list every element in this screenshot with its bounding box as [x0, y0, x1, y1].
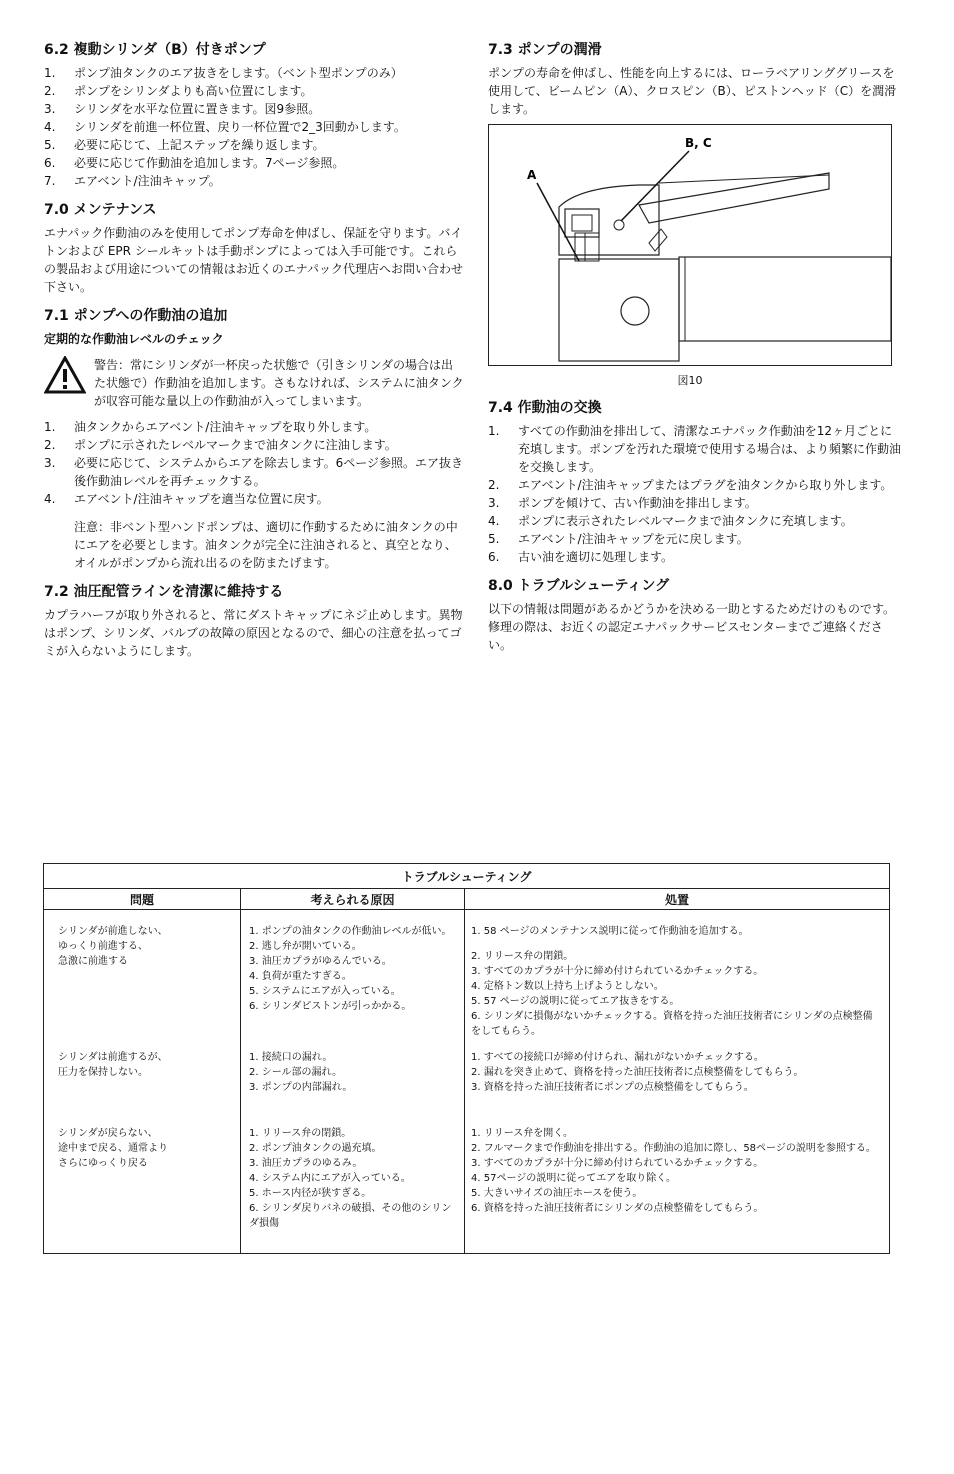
steps-list: [44, 418, 464, 508]
action-item: 3. 資格を持った油圧技術者にポンプの点検整備をしてもらう。: [471, 1082, 754, 1093]
step-number: 6.: [44, 156, 56, 170]
steps-list: [44, 64, 464, 190]
list-item: [44, 172, 464, 190]
step-text: ポンプに表示されたレベルマークまで油タンクに充填します。: [518, 514, 853, 528]
step-text: シリンダを前進一杯位置、戻り一杯位置で2_3回動かします。: [74, 120, 406, 134]
column-header-cause: 考えられる原因: [241, 889, 465, 910]
step-text: 必要に応じて作動油を追加します。7ページ参照。: [74, 156, 345, 170]
step-text: シリンダを水平な位置に置きます。図9参照。: [74, 102, 321, 116]
section-title: 7.2 油圧配管ラインを清潔に維持する: [44, 584, 284, 600]
problem-line: シリンダが前進しない、: [58, 926, 168, 937]
list-item: [44, 100, 464, 118]
column-header-action: 処置: [465, 889, 890, 910]
action-item: 3. すべてのカプラが十分に締め付けられているかチェックする。: [471, 1158, 764, 1169]
step-number: 2.: [488, 478, 500, 492]
cause-item: 3. ポンプの内部漏れ。: [249, 1082, 353, 1093]
step-number: 3.: [44, 102, 56, 116]
warning-text: 警告：常にシリンダが一杯戻った状態で（引きシリンダの場合は出た状態で）作動油を追加します。さもなければ、システムに油タンクが収容可能な量以上の作動油が入ってしまいます。: [94, 358, 464, 408]
problem-line: 急激に前進する: [58, 956, 128, 967]
cause-item: 2. シール部の漏れ。: [249, 1067, 343, 1078]
left-column: [44, 40, 464, 670]
action-item: 6. 資格を持った油圧技術者にシリンダの点検整備をしてもらう。: [471, 1203, 764, 1214]
cause-item: 2. ポンプ油タンクの過充填。: [249, 1143, 382, 1154]
list-item: [44, 136, 464, 154]
section-title: 7.4 作動油の交換: [488, 400, 602, 416]
list-item: [488, 494, 902, 512]
list-item: [44, 82, 464, 100]
section-title: 7.0 メンテナンス: [44, 202, 157, 218]
step-number: 2.: [44, 438, 56, 452]
problem-line: シリンダが戻らない、: [58, 1128, 158, 1139]
table-body-row: [44, 910, 890, 1254]
section-7-4: [488, 398, 902, 566]
cause-item: 4. システム内にエアが入っている。: [249, 1173, 411, 1184]
step-text: エアベント/注油キャップを元に戻します。: [518, 532, 749, 546]
action-cell: [465, 910, 890, 1254]
problem-line: 途中まで戻る、通常より: [58, 1143, 168, 1154]
section-7-3: [488, 40, 902, 388]
section-6-2: [44, 40, 464, 190]
action-item: 1. リリース弁を開く。: [471, 1128, 574, 1139]
section-body: 以下の情報は問題があるかどうかを決める一助とするためだけのものです。修理の際は、お近くの認定エナパックサービスセンターまでご連絡ください。: [488, 602, 896, 652]
section-title: 7.3 ポンプの潤滑: [488, 42, 602, 58]
troubleshooting-table: [43, 863, 890, 1254]
step-text: 油タンクからエアベント/注油キャップを取り外します。: [74, 420, 377, 434]
list-item: [488, 548, 902, 566]
warning-block: [44, 356, 464, 410]
problem-line: 圧力を保持しない。: [58, 1067, 148, 1078]
column-header-problem: 問題: [44, 889, 241, 910]
step-number: 4.: [44, 492, 56, 506]
action-item: 2. リリース弁の閉鎖。: [471, 951, 574, 962]
list-item: [44, 118, 464, 136]
step-text: ポンプに示されたレベルマークまで油タンクに注油します。: [74, 438, 397, 452]
step-text: エアベント/注油キャップを適当な位置に戻す。: [74, 492, 329, 506]
figure-caption: 図10: [677, 374, 703, 387]
problem-line: さらにゆっくり戻る: [58, 1158, 148, 1169]
step-text: ポンプを傾けて、古い作動油を排出します。: [518, 496, 757, 510]
section-title: 6.2 複動シリンダ（B）付きポンプ: [44, 42, 266, 58]
note-text: 注意：非ベント型ハンドポンプは、適切に作動するために油タンクの中にエアを必要とします。油タンクが完全に注油されると、真空となり、オイルがポンプから流れ出るのを防またげます。: [74, 520, 458, 570]
list-item: [488, 422, 902, 476]
problem-cell: [44, 910, 241, 1254]
section-7-0: [44, 200, 464, 296]
step-number: 7.: [44, 174, 56, 188]
step-text: 古い油を適切に処理します。: [518, 550, 674, 564]
cause-item: 2. 逃し弁が開いている。: [249, 941, 362, 952]
action-item: 6. シリンダに損傷がないかチェックする。資格を持った油圧技術者にシリンダの点検整備をしてもらう。: [471, 1011, 873, 1037]
action-item: 1. 58 ページのメンテナンス説明に従って作動油を追加する。: [471, 926, 749, 937]
step-number: 2.: [44, 84, 56, 98]
action-item: 1. すべての接続口が締め付けられ、漏れがないかチェックする。: [471, 1052, 764, 1063]
pump-diagram: [489, 125, 891, 365]
step-number: 3.: [44, 456, 56, 470]
cause-item: 4. 負荷が重たすぎる。: [249, 971, 352, 982]
step-number: 5.: [488, 532, 500, 546]
cause-item: 5. ホース内径が狭すぎる。: [249, 1188, 372, 1199]
action-item: 3. すべてのカプラが十分に締め付けられているかチェックする。: [471, 966, 764, 977]
cause-item: 1. ポンプの油タンクの作動油レベルが低い。: [249, 926, 452, 937]
step-number: 3.: [488, 496, 500, 510]
step-number: 4.: [488, 514, 500, 528]
list-item: [44, 490, 464, 508]
warning-icon: [44, 356, 86, 394]
step-text: すべての作動油を排出して、清潔なエナパック作動油を12ヶ月ごとに充填します。ポンプを汚れた環境で使用する場合は、より頻繁に作動油を交換します。: [518, 424, 902, 474]
step-text: ポンプ油タンクのエア抜きをします。（ベント型ポンプのみ）: [74, 66, 403, 80]
action-item: 5. 57 ページの説明に従ってエア抜きをする。: [471, 996, 680, 1007]
problem-line: シリンダは前進するが、: [58, 1052, 168, 1063]
list-item: [44, 418, 464, 436]
section-title: 7.1 ポンプへの作動油の追加: [44, 308, 228, 324]
problem-line: ゆっくり前進する、: [58, 941, 148, 952]
action-item: 4. 57ページの説明に従ってエアを取り除く。: [471, 1173, 677, 1184]
step-number: 1.: [488, 424, 500, 438]
cause-item: 3. 油圧カプラがゆるんでいる。: [249, 956, 392, 967]
cause-item: 6. シリンダ戻りバネの破損、その他のシリンダ損傷: [249, 1203, 452, 1229]
section-title: 8.0 トラブルシューティング: [488, 578, 670, 594]
action-item: 4. 定格トン数以上持ち上げようとしない。: [471, 981, 664, 992]
step-text: 必要に応じて、システムからエアを除去します。6ページ参照。エア抜き後作動油レベルを再チェックする。: [74, 456, 463, 488]
step-text: 必要に応じて、上記ステップを繰り返します。: [74, 138, 325, 152]
list-item: [488, 530, 902, 548]
section-7-2: [44, 582, 464, 660]
action-item: 2. フルマークまで作動油を排出する。作動油の追加に際し、58ページの説明を参照する。: [471, 1143, 876, 1154]
list-item: [44, 64, 464, 82]
step-text: エアベント/注油キャップまたはプラグを油タンクから取り外します。: [518, 478, 893, 492]
cause-item: 5. システムにエアが入っている。: [249, 986, 401, 997]
cause-item: 1. 接続口の漏れ。: [249, 1052, 333, 1063]
list-item: [488, 512, 902, 530]
section-body: カプラハーフが取り外されると、常にダストキャップにネジ止めします。異物はポンプ、シリンダ、バルブの故障の原因となるので、細心の注意を払ってゴミが入らないようにします。: [44, 608, 463, 658]
list-item: [44, 154, 464, 172]
action-item: 5. 大きいサイズの油圧ホースを使う。: [471, 1188, 643, 1199]
section-7-1: [44, 306, 464, 572]
section-body: ポンプの寿命を伸ばし、性能を向上するには、ローラベアリンググリースを使用して、ビームピン（A）、クロスピン（B）、ピストンヘッド（C）を潤滑します。: [488, 66, 897, 116]
cause-item: 3. 油圧カプラのゆるみ。: [249, 1158, 363, 1169]
cause-item: 1. リリース弁の閉鎖。: [249, 1128, 352, 1139]
right-column: [488, 40, 902, 664]
step-number: 1.: [44, 420, 56, 434]
list-item: [44, 436, 464, 454]
step-text: エアベント/注油キャップ。: [74, 174, 221, 188]
list-item: [488, 476, 902, 494]
section-subtitle: 定期的な作動油レベルのチェック: [44, 332, 224, 346]
step-text: ポンプをシリンダよりも高い位置にします。: [74, 84, 313, 98]
step-number: 1.: [44, 66, 56, 80]
steps-list: [488, 422, 902, 566]
action-item: 2. 漏れを突き止めて、資格を持った油圧技術者に点検整備をしてもらう。: [471, 1067, 804, 1078]
step-number: 6.: [488, 550, 500, 564]
step-number: 4.: [44, 120, 56, 134]
section-body: エナパック作動油のみを使用してポンプ寿命を伸ばし、保証を守ります。バイトンおよび EPR シールキットは手動ポンプによっては入手可能です。これらの製品および用途についての情報はお近くのエナパック代理店へお問い合わせ下さい。: [44, 226, 464, 294]
list-item: [44, 454, 464, 490]
figure-label-a: A: [527, 168, 537, 182]
table-caption: トラブルシューティング: [44, 864, 890, 889]
cause-item: 6. シリンダピストンが引っかかる。: [249, 1001, 412, 1012]
pump-figure: [488, 124, 892, 366]
cause-cell: [241, 910, 465, 1254]
figure-label-bc: B, C: [685, 136, 712, 150]
section-8-0: [488, 576, 902, 654]
step-number: 5.: [44, 138, 56, 152]
